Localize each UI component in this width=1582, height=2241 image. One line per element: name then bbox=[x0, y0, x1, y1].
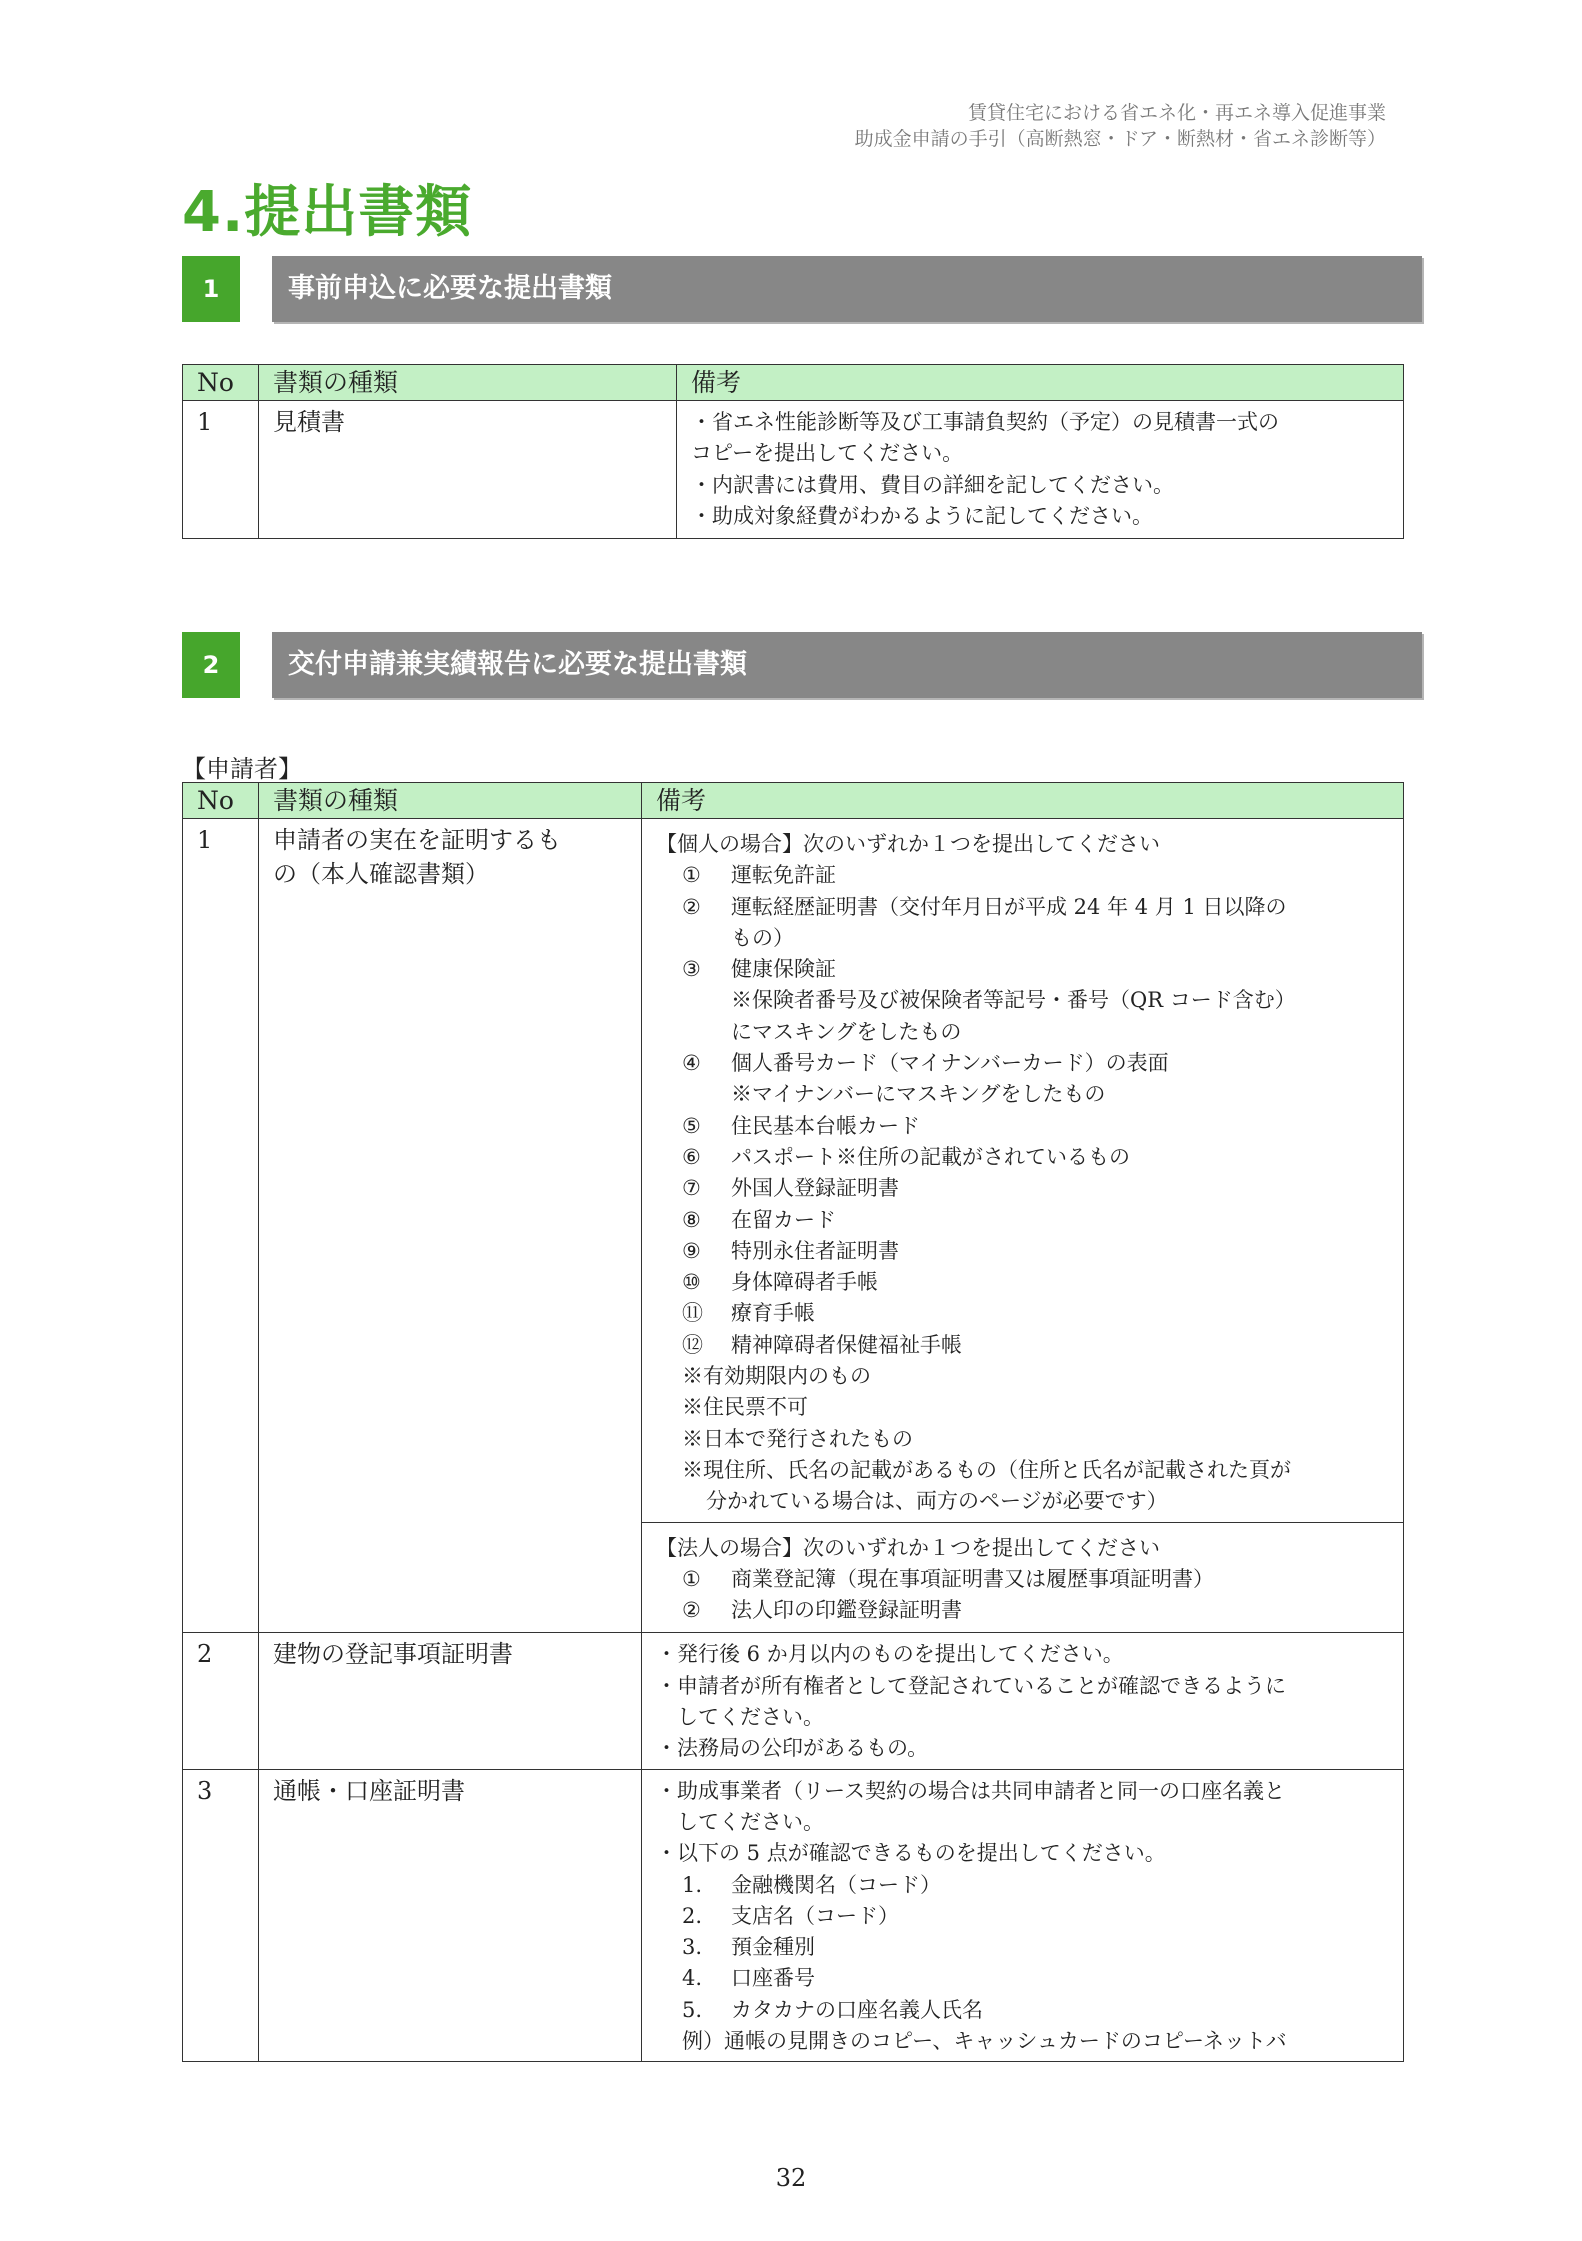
individual-heading: 【個人の場合】次のいずれか１つを提出してください bbox=[656, 832, 1160, 856]
note-line: ※現住所、氏名の記載があるもの（住所と氏名が記載された頁が bbox=[682, 1457, 1291, 1482]
list-item: ※マイナンバーにマスキングをしたもの bbox=[731, 1082, 1106, 1107]
remark-line: ・助成事業者（リース契約の場合は共同申請者と同一の口座名義と bbox=[656, 1778, 1285, 1803]
example-line: 例）通帳の見開きのコピー、キャッシュカードのコピーネットバ bbox=[682, 2028, 1287, 2053]
page-title: 4.提出書類 bbox=[182, 180, 473, 245]
header-note: 備考 bbox=[677, 365, 1404, 401]
remark-line: してください。 bbox=[656, 1809, 824, 1834]
list-item: ② 法人印の印鑑登録証明書 bbox=[682, 1598, 962, 1623]
list-item: 5. カタカナの口座名義人氏名 bbox=[682, 1997, 983, 2022]
remark-line: ・発行後 6 か月以内のものを提出してください。 bbox=[656, 1642, 1124, 1667]
list-item: ② 運転経歴証明書（交付年月日が平成 24 年 4 月 1 日以降の bbox=[682, 894, 1287, 919]
header-kind: 書類の種類 bbox=[259, 783, 642, 819]
note-line: 分かれている場合は、両方のページが必要です） bbox=[706, 1489, 1168, 1514]
table-row bbox=[183, 819, 1404, 1523]
table-row bbox=[183, 1633, 1404, 1769]
document-header bbox=[855, 100, 1386, 152]
list-item: ⑫ 精神障碍者保健福祉手帳 bbox=[682, 1332, 962, 1357]
remarks bbox=[677, 401, 1404, 539]
remark-line: ・助成対象経費がわかるように記してください。 bbox=[691, 503, 1153, 528]
application-documents-table bbox=[182, 782, 1404, 2062]
list-item: ⑨ 特別永住者証明書 bbox=[682, 1238, 899, 1263]
list-item: ⑥ パスポート※住所の記載がされているもの bbox=[682, 1144, 1130, 1169]
section-title: 交付申請兼実績報告に必要な提出書類 bbox=[272, 632, 1422, 698]
list-item: 4. 口座番号 bbox=[682, 1966, 815, 1991]
list-item: 1. 金融機関名（コード） bbox=[682, 1872, 941, 1897]
remark-line: ・省エネ性能診断等及び工事請負契約（予定）の見積書一式の bbox=[691, 410, 1279, 434]
list-item: 2. 支店名（コード） bbox=[682, 1903, 899, 1928]
header-no: No bbox=[183, 783, 259, 819]
remark-line: コピーを提出してください。 bbox=[691, 441, 964, 466]
list-item: ⑪ 療育手帳 bbox=[682, 1301, 815, 1326]
remark-line: してください。 bbox=[656, 1705, 824, 1730]
list-item: ⑧ 在留カード bbox=[682, 1207, 836, 1232]
note-line: ※日本で発行されたもの bbox=[682, 1426, 913, 1451]
document-kind bbox=[259, 819, 642, 1633]
row-number: 3 bbox=[183, 1769, 259, 2062]
header-line-2: 助成金申請の手引（高断熱窓・ドア・断熱材・省エネ診断等） bbox=[854, 128, 1386, 150]
kind-line: の（本人確認書類） bbox=[273, 860, 489, 888]
header-no: No bbox=[183, 365, 259, 401]
list-item: ① 運転免許証 bbox=[682, 863, 836, 888]
header-note: 備考 bbox=[642, 783, 1404, 819]
section-number: 2 bbox=[182, 632, 240, 698]
list-item: ※保険者番号及び被保険者等記号・番号（QR コード含む） bbox=[731, 988, 1296, 1013]
remarks bbox=[642, 1633, 1404, 1769]
list-item: ① 商業登記簿（現在事項証明書又は履歴事項証明書） bbox=[682, 1566, 1214, 1591]
section-title: 事前申込に必要な提出書類 bbox=[272, 256, 1422, 322]
list-item: ⑤ 住民基本台帳カード bbox=[682, 1113, 920, 1138]
remarks bbox=[642, 1769, 1404, 2062]
kind-line: 申請者の実在を証明するも bbox=[273, 826, 561, 854]
table-header-row bbox=[183, 365, 1404, 401]
row-number: 2 bbox=[183, 1633, 259, 1769]
section-number: 1 bbox=[182, 256, 240, 322]
remark-line: ・申請者が所有権者として登記されていることが確認できるように bbox=[656, 1673, 1286, 1698]
list-item: ⑩ 身体障碍者手帳 bbox=[682, 1270, 878, 1295]
header-kind: 書類の種類 bbox=[259, 365, 677, 401]
row-number: 1 bbox=[183, 401, 259, 539]
list-item: ④ 個人番号カード（マイナンバーカード）の表面 bbox=[682, 1051, 1169, 1076]
corporate-remarks bbox=[642, 1522, 1404, 1633]
remark-line: ・以下の 5 点が確認できるものを提出してください。 bbox=[656, 1841, 1166, 1866]
list-item: もの） bbox=[731, 925, 794, 950]
remark-line: ・法務局の公印があるもの。 bbox=[656, 1736, 929, 1761]
list-item: にマスキングをしたもの bbox=[731, 1019, 962, 1044]
document-kind: 見積書 bbox=[259, 401, 677, 539]
section-1-heading bbox=[182, 256, 1422, 322]
list-item: ③ 健康保険証 bbox=[682, 957, 836, 982]
table-header-row bbox=[183, 783, 1404, 819]
list-item: 3. 預金種別 bbox=[682, 1935, 815, 1960]
row-number: 1 bbox=[183, 819, 259, 1633]
note-line: ※住民票不可 bbox=[682, 1395, 808, 1420]
header-line-1: 賃貸住宅における省エネ化・再エネ導入促進事業 bbox=[967, 102, 1386, 124]
pre-application-documents-table bbox=[182, 364, 1404, 539]
document-kind: 建物の登記事項証明書 bbox=[259, 1633, 642, 1769]
note-line: ※有効期限内のもの bbox=[682, 1364, 871, 1389]
applicant-label: 【申請者】 bbox=[182, 755, 302, 783]
corporate-heading: 【法人の場合】次のいずれか１つを提出してください bbox=[656, 1535, 1160, 1560]
table-row bbox=[183, 1769, 1404, 2062]
page-number: 32 bbox=[775, 2164, 807, 2192]
section-2-heading bbox=[182, 632, 1422, 698]
table-row bbox=[183, 401, 1404, 539]
individual-remarks bbox=[642, 819, 1404, 1523]
list-item: ⑦ 外国人登録証明書 bbox=[682, 1176, 899, 1201]
document-kind: 通帳・口座証明書 bbox=[259, 1769, 642, 2062]
remark-line: ・内訳書には費用、費目の詳細を記してください。 bbox=[691, 472, 1174, 497]
